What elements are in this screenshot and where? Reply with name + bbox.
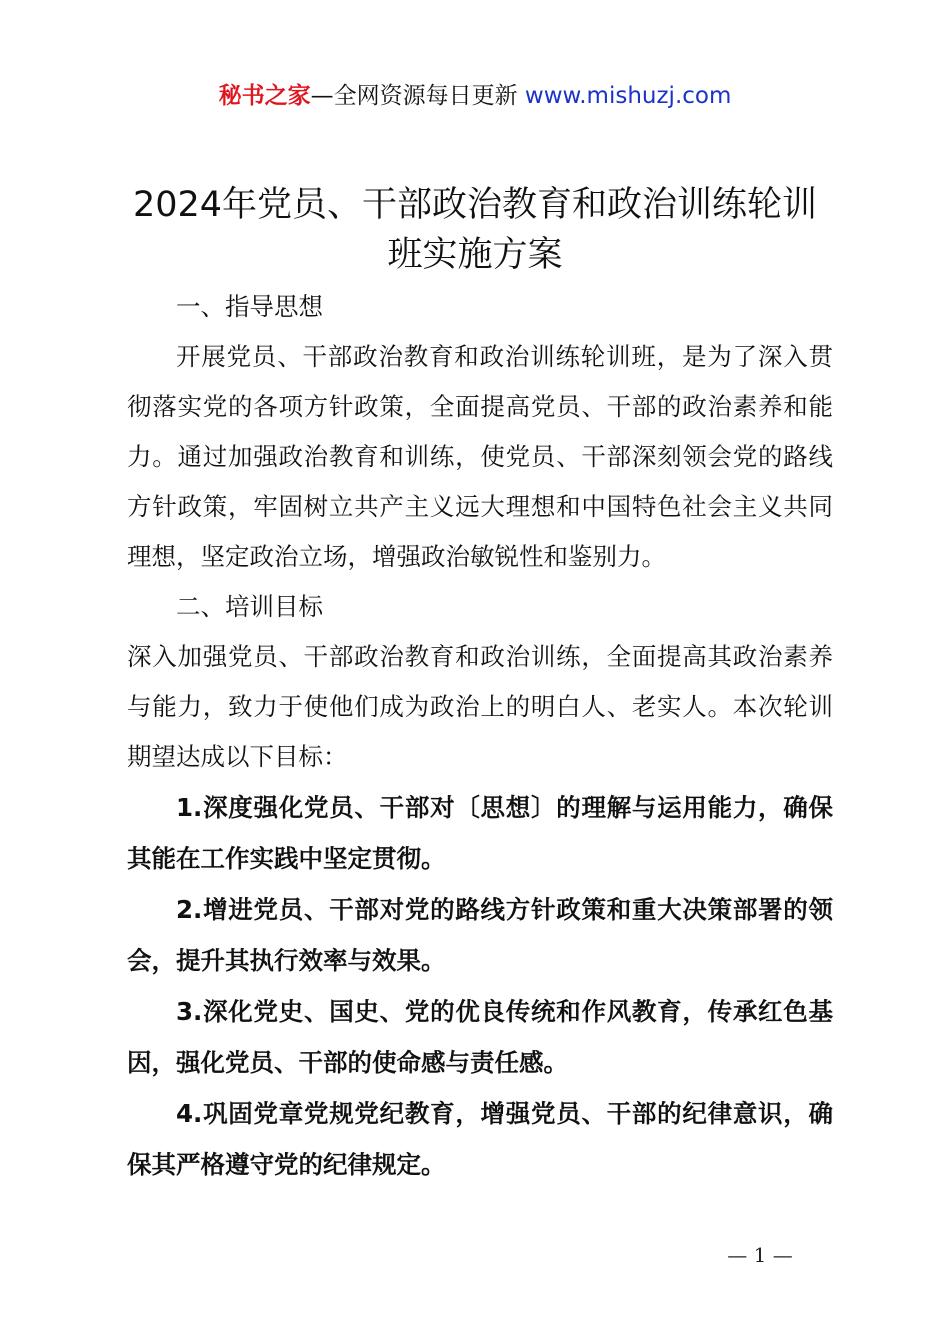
document-body [127,282,833,1190]
section-paragraph-guiding-ideology: 开展党员、干部政治教育和政治训练轮训班，是为了深入贯彻落实党的各项方针政策，全面提高党员、干部的政治素养和能力。通过加强政治教育和训练，使党员、干部深刻领会党的路线方针政策，牢固树立共产主义远大理想和中国特色社会主义共同理想，坚定政治立场，增强政治敏锐性和鉴别力。 [127,342,833,571]
goal-item-1: 1.深度强化党员、干部对〔思想〕的理解与运用能力，确保其能在工作实践中坚定贯彻。 [127,793,833,873]
document-title: 2024年党员、干部政治教育和政治训练轮训班实施方案 [132,185,818,275]
goal-item-3: 3.深化党史、国史、党的优良传统和作风教育，传承红色基因，强化党员、干部的使命感与责任感。 [127,997,833,1077]
section-paragraph-training-goals: 深入加强党员、干部政治教育和政治训练，全面提高其政治素养与能力，致力于使他们成为政治上的明白人、老实人。本次轮训期望达成以下目标： [127,642,833,771]
header-tagline: —全网资源每日更新 [310,83,518,109]
page-number: — 1 — [727,1243,793,1267]
brand-name: 秘书之家 [218,83,311,109]
section-heading-training-goals: 二、培训目标 [176,592,323,621]
goal-item-2: 2.增进党员、干部对党的路线方针政策和重大决策部署的领会，提升其执行效率与效果。 [127,895,833,975]
goal-item-4: 4.巩固党章党规党纪教育，增强党员、干部的纪律意识，确保其严格遵守党的纪律规定。 [127,1099,833,1179]
site-url-link[interactable]: www.mishuzj.com [524,83,732,109]
site-header [0,80,950,112]
section-heading-guiding-ideology: 一、指导思想 [176,292,323,321]
